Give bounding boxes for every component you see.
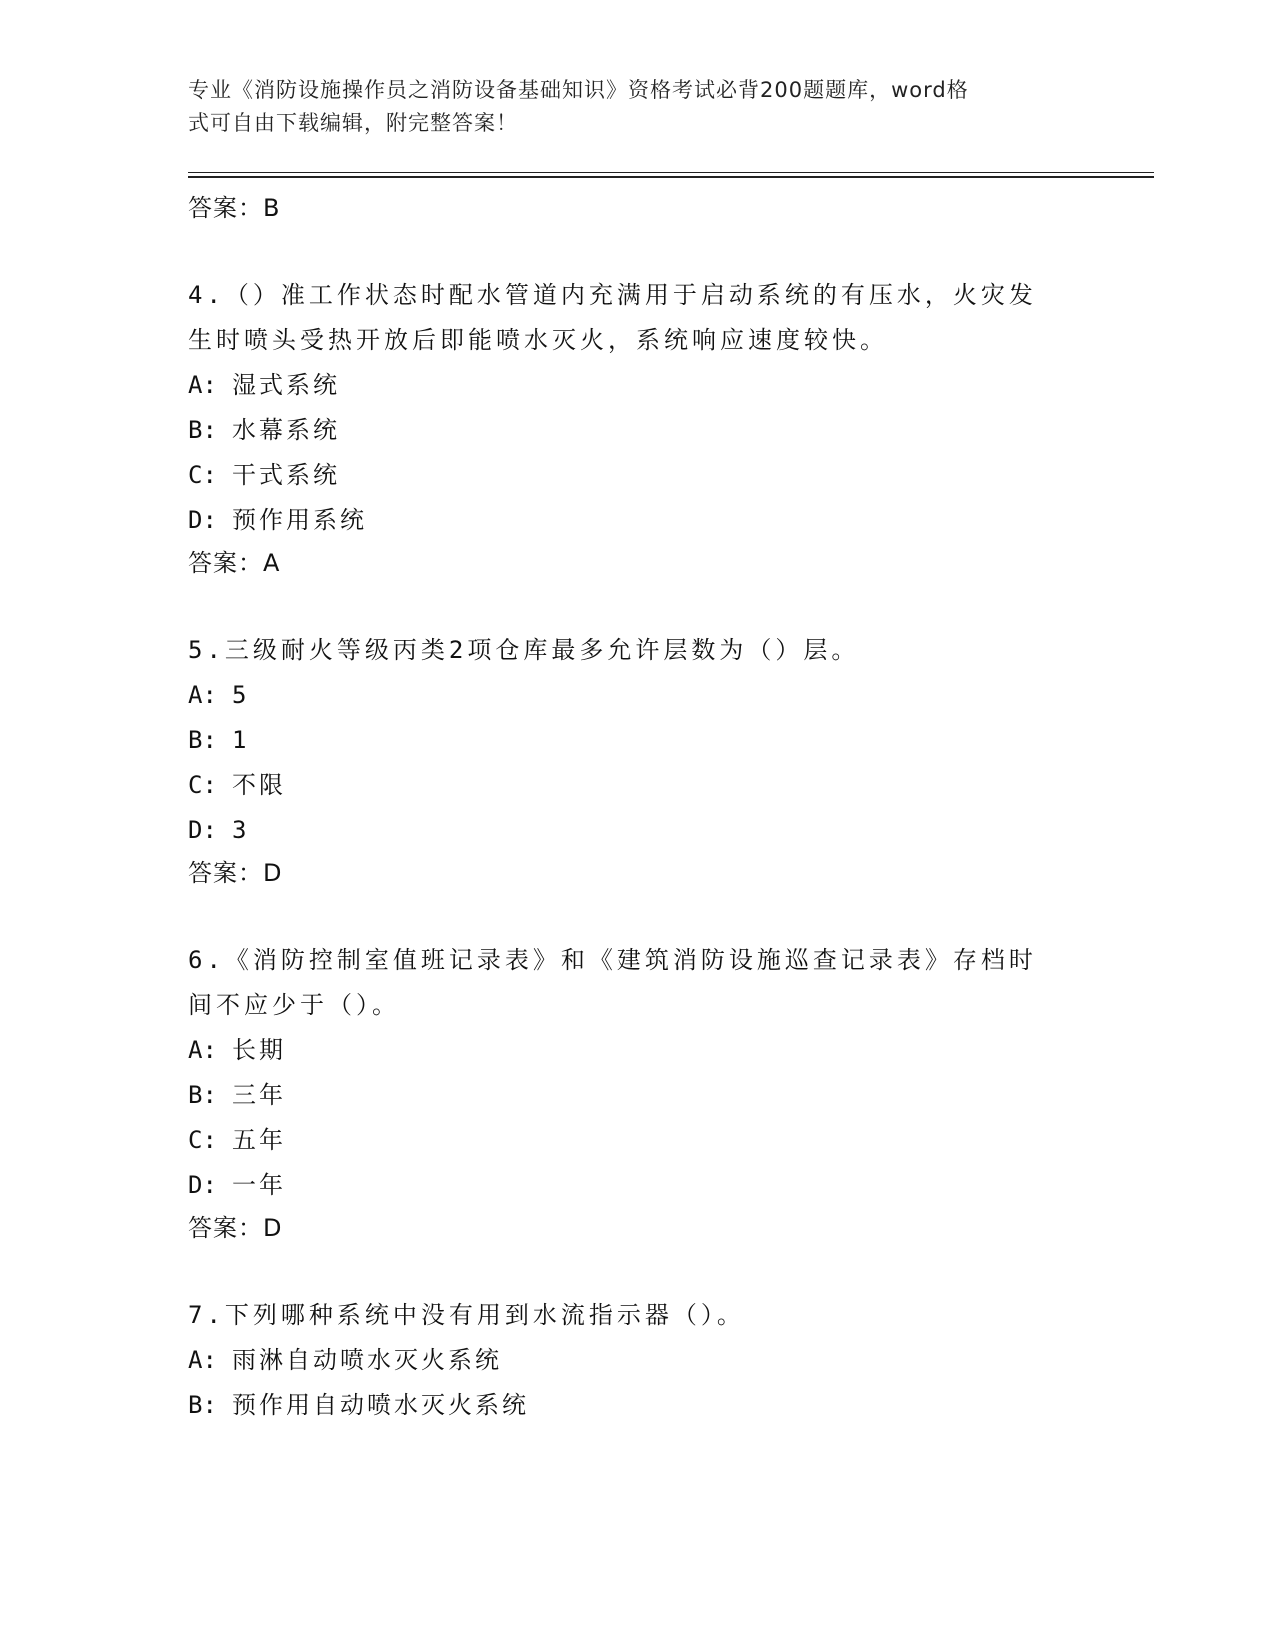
option-b — [188, 1383, 1088, 1428]
header-divider-thin — [188, 172, 1154, 173]
option-text: 5 — [232, 681, 250, 709]
option-key: B: — [188, 416, 217, 444]
option-key: A: — [188, 371, 217, 399]
question-list — [188, 190, 1088, 1428]
question-text: 7.下列哪种系统中没有用到水流指示器（）。 — [188, 1301, 745, 1329]
question-text: 4.（）准工作状态时配水管道内充满用于启动系统的有压水，火灾发 — [188, 281, 1037, 309]
option-key: D: — [188, 1171, 217, 1199]
question-block — [188, 628, 1088, 891]
option-key: D: — [188, 506, 217, 534]
option-text: 三年 — [232, 1081, 286, 1109]
option-text: 湿式系统 — [232, 371, 340, 399]
option-text: 干式系统 — [232, 461, 340, 489]
question-text: 6.《消防控制室值班记录表》和《建筑消防设施巡查记录表》存档时 — [188, 946, 1037, 974]
option-key: D: — [188, 816, 217, 844]
answer-line: 答案：A — [188, 549, 281, 577]
option-text: 1 — [232, 726, 250, 754]
option-key: A: — [188, 1346, 217, 1374]
option-b — [188, 1073, 1088, 1118]
option-key: C: — [188, 771, 217, 799]
option-b — [188, 718, 1088, 763]
option-text: 不限 — [232, 771, 286, 799]
question-block — [188, 273, 1088, 581]
option-text: 五年 — [232, 1126, 286, 1154]
question-text: 生时喷头受热开放后即能喷水灭火，系统响应速度较快。 — [188, 326, 888, 354]
option-text: 预作用系统 — [232, 506, 367, 534]
option-b — [188, 408, 1088, 453]
option-key: B: — [188, 1081, 217, 1109]
option-text: 3 — [232, 816, 250, 844]
header-divider-thick — [188, 176, 1154, 178]
option-key: A: — [188, 681, 217, 709]
option-a — [188, 363, 1088, 408]
option-d — [188, 1163, 1088, 1208]
answer-line: 答案：B — [188, 194, 281, 222]
option-text: 水幕系统 — [232, 416, 340, 444]
answer-line: 答案：D — [188, 1214, 283, 1242]
option-key: B: — [188, 1391, 217, 1419]
option-key: C: — [188, 461, 217, 489]
header-line-1: 专业《消防设施操作员之消防设备基础知识》资格考试必背200题题库，word格 — [188, 78, 969, 102]
option-a — [188, 1028, 1088, 1073]
answer-line: 答案：D — [188, 859, 283, 887]
question-text: 间不应少于（）。 — [188, 991, 400, 1019]
option-text: 预作用自动喷水灭火系统 — [232, 1391, 529, 1419]
option-key: B: — [188, 726, 217, 754]
option-key: A: — [188, 1036, 217, 1064]
option-key: C: — [188, 1126, 217, 1154]
option-text: 雨淋自动喷水灭火系统 — [232, 1346, 502, 1374]
header-line-2: 式可自由下载编辑，附完整答案！ — [188, 111, 518, 135]
document-header — [188, 74, 1068, 140]
option-d — [188, 498, 1088, 543]
option-a — [188, 1338, 1088, 1383]
option-text: 长期 — [232, 1036, 286, 1064]
option-c — [188, 1118, 1088, 1163]
question-block — [188, 938, 1088, 1246]
question-block — [188, 1293, 1088, 1428]
option-text: 一年 — [232, 1171, 286, 1199]
question-text: 5.三级耐火等级丙类2项仓库最多允许层数为（）层。 — [188, 636, 860, 664]
option-d — [188, 808, 1088, 853]
option-c — [188, 453, 1088, 498]
option-a — [188, 673, 1088, 718]
option-c — [188, 763, 1088, 808]
